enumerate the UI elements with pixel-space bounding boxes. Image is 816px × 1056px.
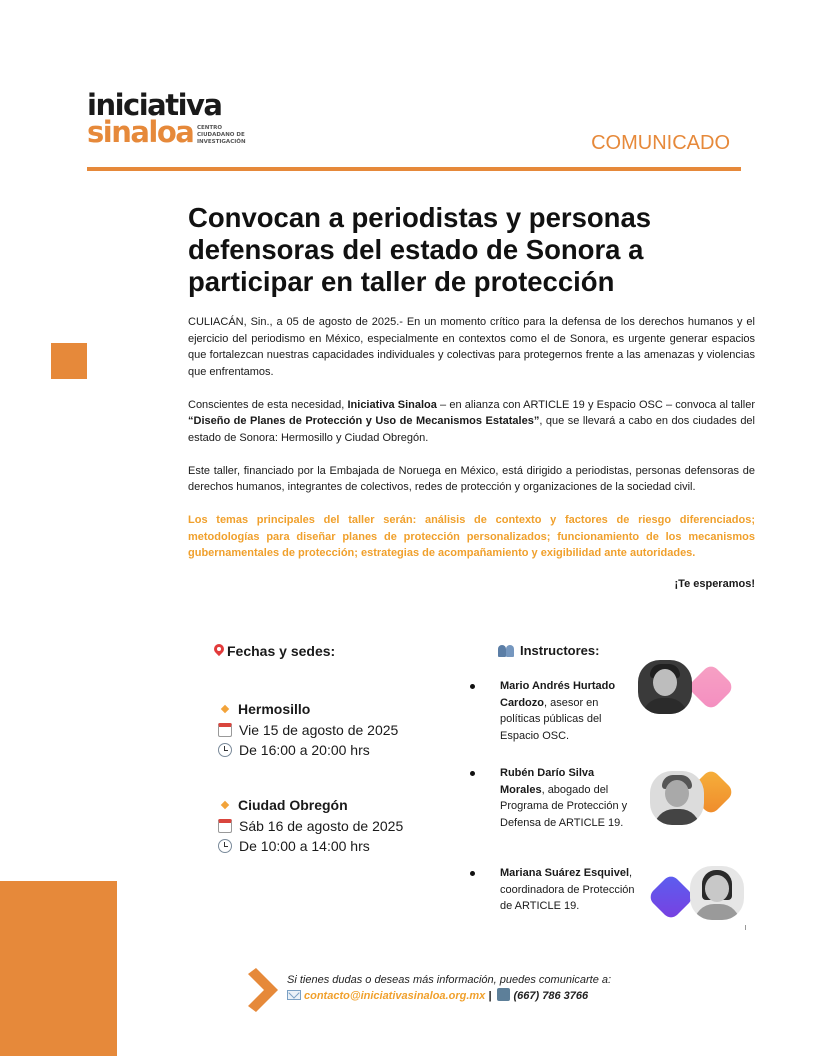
portrait-head (705, 875, 729, 902)
contact-prompt: Si tienes dudas o deseas más información, puedes comunicarte a: (287, 974, 612, 986)
paragraph-announcement (188, 397, 755, 447)
map-pin-icon (214, 644, 224, 658)
paragraph-intro: CULIACÁN, Sin., a 05 de agosto de 2025.- En un momento crítico para la defensa de los derechos humanos y el ejercicio del periodismo en México, especialmente en contextos como el de Sonora, es urgente generar espacios que fortalezcan nuestras capacidades individuales y colectivas para protegernos frente a las amenazas y violencias que enfrentamos. (188, 316, 755, 378)
venue-date (218, 816, 403, 836)
schedule-heading-text: Fechas y sedes: (227, 643, 336, 659)
org-name: Iniciativa Sinaloa (347, 398, 437, 411)
diamond-bullet-icon (221, 801, 229, 809)
portrait-head (665, 780, 689, 807)
instructor-portrait (638, 660, 692, 714)
venue-city-text: Hermosillo (238, 701, 311, 717)
venue-date-text: Vie 15 de agosto de 2025 (239, 722, 399, 738)
closing-line: ¡Te esperamos! (674, 578, 755, 590)
venue-date (218, 720, 398, 740)
venue-city (218, 797, 403, 813)
chevron-right-icon (246, 968, 280, 1012)
logo-wordmark-bottom: sinaloa (87, 115, 194, 149)
logo-tagline-line: INVESTIGACIÓN (197, 139, 246, 145)
text-run: – en alianza con ARTICLE 19 y Espacio OSC – convoca al taller (436, 398, 755, 411)
organization-logo (87, 88, 267, 151)
instructors-section (498, 643, 748, 912)
contact-footer (246, 968, 666, 1014)
instructor-photo (636, 765, 746, 835)
logo-tagline (197, 125, 267, 146)
instructor-name: Rubén Darío Silva Morales (500, 767, 595, 796)
envelope-icon (287, 990, 301, 1000)
portrait-body (654, 809, 700, 825)
clock-icon (218, 743, 232, 757)
contact-info (287, 973, 611, 1004)
logo-tagline-line: CIUDADANO DE (197, 132, 245, 138)
text-run: , que se llevará a cabo en dos ciudades del estado de Sonora: Hermosillo y Ciudad Obregón. (188, 415, 755, 444)
venue-time-text: De 10:00 a 14:00 hrs (239, 838, 370, 854)
decorative-corner-block (0, 881, 117, 1056)
decorative-blob (647, 873, 695, 921)
workshop-name: “Diseño de Planes de Protección y Uso de Mecanismos Estatales” (188, 415, 540, 427)
decorative-blob (687, 663, 735, 711)
decorative-tick (745, 925, 746, 930)
venue-time (218, 740, 398, 760)
paragraph-topics: Los temas principales del taller serán: análisis de contexto y factores de riesgo diferenciados; metodologías para diseñar planes de protección personalizados; funcionamiento de los mecanismos gubernamentales de protección; estrategias de acompañamiento y exigibilidad ante autoridades. (188, 514, 755, 559)
venue-date-text: Sáb 16 de agosto de 2025 (239, 818, 404, 834)
bullet-icon (470, 684, 475, 689)
bullet-icon (470, 771, 475, 776)
contact-phone[interactable]: (667) 786 3766 (513, 990, 589, 1002)
instructor-role: , coordinadora de Protección de ARTICLE 19. (500, 867, 635, 912)
portrait-body (694, 904, 740, 920)
bullet-icon (470, 871, 475, 876)
phone-icon (497, 988, 510, 1001)
venue-time (218, 836, 403, 856)
venue-city-text: Ciudad Obregón (238, 797, 348, 813)
contact-line (287, 988, 611, 1004)
instructor-role: , asesor en políticas públicas del Espacio OSC. (500, 696, 602, 742)
venue-time-text: De 16:00 a 20:00 hrs (239, 742, 370, 758)
instructor-role: , abogado del Programa de Protección y Defensa de ARTICLE 19. (500, 783, 628, 829)
decorative-square (51, 343, 87, 379)
paragraph-audience: Este taller, financiado por la Embajada de Noruega en México, está dirigido a periodistas, personas defensoras de derechos humanos, integrantes de colectivos, redes de protección y organizaciones de la sociedad civil. (188, 464, 755, 493)
article-title: Convocan a periodistas y personas defensoras del estado de Sonora a participar en taller de protección (188, 202, 652, 297)
people-icon (498, 645, 516, 657)
venue-item (218, 797, 403, 856)
clock-icon (218, 839, 232, 853)
article-body (188, 202, 755, 590)
header-divider (87, 167, 741, 171)
instructor-photo (648, 862, 752, 928)
instructors-heading-text: Instructores: (520, 643, 600, 658)
logo-wordmark-top: iniciativa (87, 88, 222, 122)
instructor-item (500, 765, 635, 831)
portrait-head (653, 669, 677, 696)
text-run: Conscientes de esta necesidad, (188, 398, 348, 411)
schedule-section (214, 643, 454, 854)
schedule-heading (214, 643, 454, 659)
calendar-icon (218, 819, 232, 833)
logo-tagline-line: CENTRO (197, 125, 223, 131)
instructor-portrait (650, 771, 704, 825)
venue-city (218, 701, 398, 717)
contact-separator: | (485, 990, 495, 1002)
instructor-photo (636, 658, 736, 718)
calendar-icon (218, 723, 232, 737)
diamond-bullet-icon (221, 705, 229, 713)
instructor-item (500, 678, 635, 744)
instructor-item (500, 865, 635, 915)
contact-email-link[interactable]: contacto@iniciativasinaloa.org.mx (304, 990, 486, 1002)
portrait-body (642, 698, 688, 714)
instructor-portrait (690, 866, 744, 920)
instructor-name: Mario Andrés Hurtado Cardozo (500, 680, 616, 709)
venue-item (218, 701, 398, 760)
instructor-name: Mariana Suárez Esquivel (500, 867, 629, 879)
document-type-label: COMUNICADO (591, 132, 730, 154)
instructors-heading (498, 643, 748, 658)
